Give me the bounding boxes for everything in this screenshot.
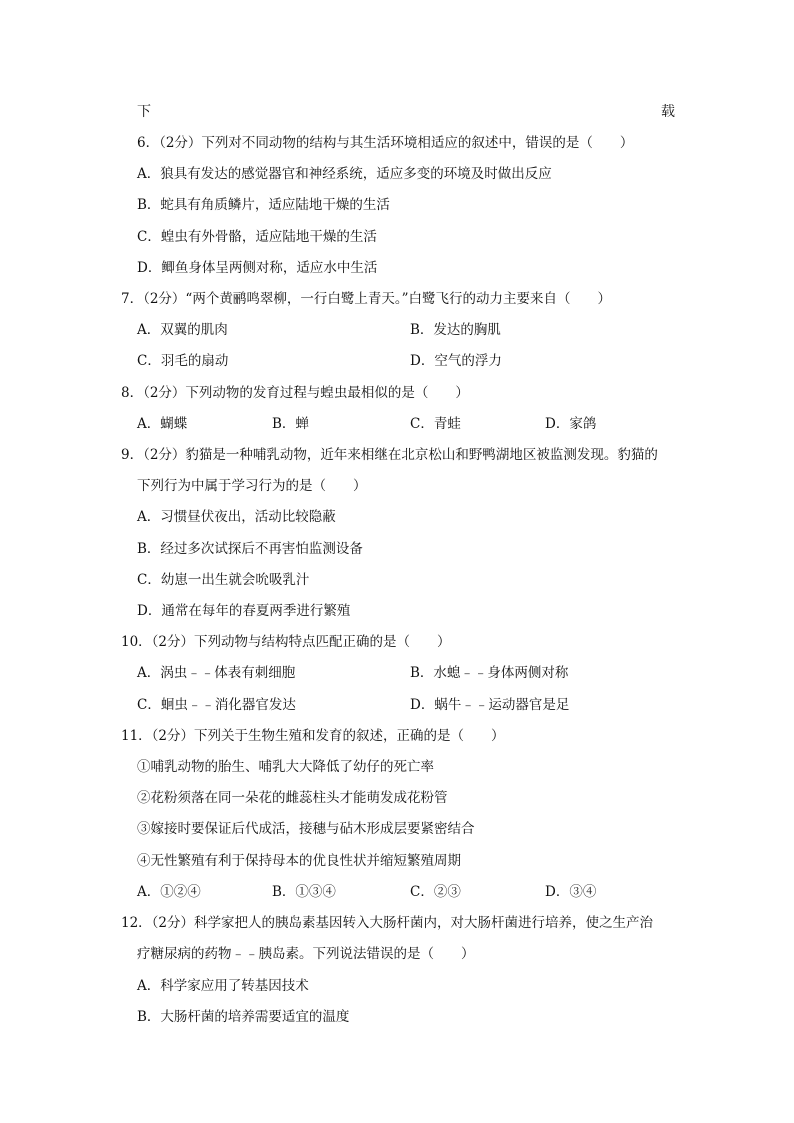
option-b: B．发达的胸肌 [410, 322, 501, 338]
header-left-char: 下 [137, 104, 151, 120]
option-c: C．②③ [410, 884, 461, 900]
option-a: A．蝴蝶 [137, 416, 188, 432]
question-stem-continued: 下列行为中属于学习行为的是（ ） [137, 478, 367, 494]
question-stem: 11．（2分）下列关于生物生殖和发育的叙述，正确的是（ ） [121, 728, 505, 744]
question-stem: 10．（2分）下列动物与结构特点匹配正确的是（ ） [121, 634, 451, 650]
option-a: A．双翼的肌肉 [137, 322, 228, 338]
question-stem: 12．（2分）科学家把人的胰岛素基因转入大肠杆菌内，对大肠杆菌进行培养，使之生产治 [121, 915, 654, 931]
question-stem: 9．（2分）豹猫是一种哺乳动物，近年来相继在北京松山和野鸭湖地区被监测发现。豹猫的 [121, 447, 658, 463]
option-a: A．涡虫﹣﹣体表有刺细胞 [137, 665, 296, 681]
option-b: B．大肠杆菌的培养需要适宜的温度 [137, 1009, 350, 1025]
option-c: C．蝗虫有外骨骼，适应陆地干燥的生活 [137, 229, 377, 245]
option-b: B．经过多次试探后不再害怕监测设备 [137, 541, 363, 557]
option-c: C．羽毛的扇动 [137, 353, 229, 369]
option-d: D．鲫鱼身体呈两侧对称，适应水中生活 [137, 260, 378, 276]
option-b: B．蛇具有角质鳞片，适应陆地干燥的生活 [137, 197, 390, 213]
statement-4: ④无性繁殖有利于保持母本的优良性状并缩短繁殖周期 [137, 853, 461, 869]
option-a: A．习惯昼伏夜出，活动比较隐蔽 [137, 509, 336, 525]
question-stem: 7．（2分）“两个黄鹂鸣翠柳，一行白鹭上青天。”白鹭飞行的动力主要来自（ ） [121, 291, 611, 307]
option-c: C．幼崽一出生就会吮吸乳汁 [137, 572, 310, 588]
question-stem: 8．（2分）下列动物的发育过程与蝗虫最相似的是（ ） [121, 385, 469, 401]
question-stem: 6．（2分）下列对不同动物的结构与其生活环境相适应的叙述中，错误的是（ ） [137, 135, 634, 151]
option-a: A．科学家应用了转基因技术 [137, 978, 309, 994]
option-c: C．蛔虫﹣﹣消化器官发达 [137, 697, 296, 713]
option-d: D．蜗牛﹣﹣运动器官是足 [410, 697, 570, 713]
statement-2: ②花粉须落在同一朵花的雌蕊柱头才能萌发成花粉管 [137, 790, 448, 806]
statement-1: ①哺乳动物的胎生、哺乳大大降低了幼仔的死亡率 [137, 759, 434, 775]
option-c: C．青蛙 [410, 416, 461, 432]
option-b: B．蝉 [272, 416, 309, 432]
option-d: D．③④ [545, 884, 597, 900]
option-d: D．空气的浮力 [410, 353, 502, 369]
header-right-char: 载 [661, 104, 675, 120]
option-a: A．①②④ [137, 884, 201, 900]
option-d: D．家鸽 [545, 416, 597, 432]
option-a: A．狼具有发达的感觉器官和神经系统，适应多变的环境及时做出反应 [137, 166, 552, 182]
option-d: D．通常在每年的春夏两季进行繁殖 [137, 603, 351, 619]
option-b: B．①③④ [272, 884, 336, 900]
option-b: B．水螅﹣﹣身体两侧对称 [410, 665, 569, 681]
statement-3: ③嫁接时要保证后代成活，接穗与砧木形成层要紧密结合 [137, 821, 475, 837]
question-stem-continued: 疗糖尿病的药物﹣﹣胰岛素。下列说法错误的是（ ） [137, 946, 475, 962]
